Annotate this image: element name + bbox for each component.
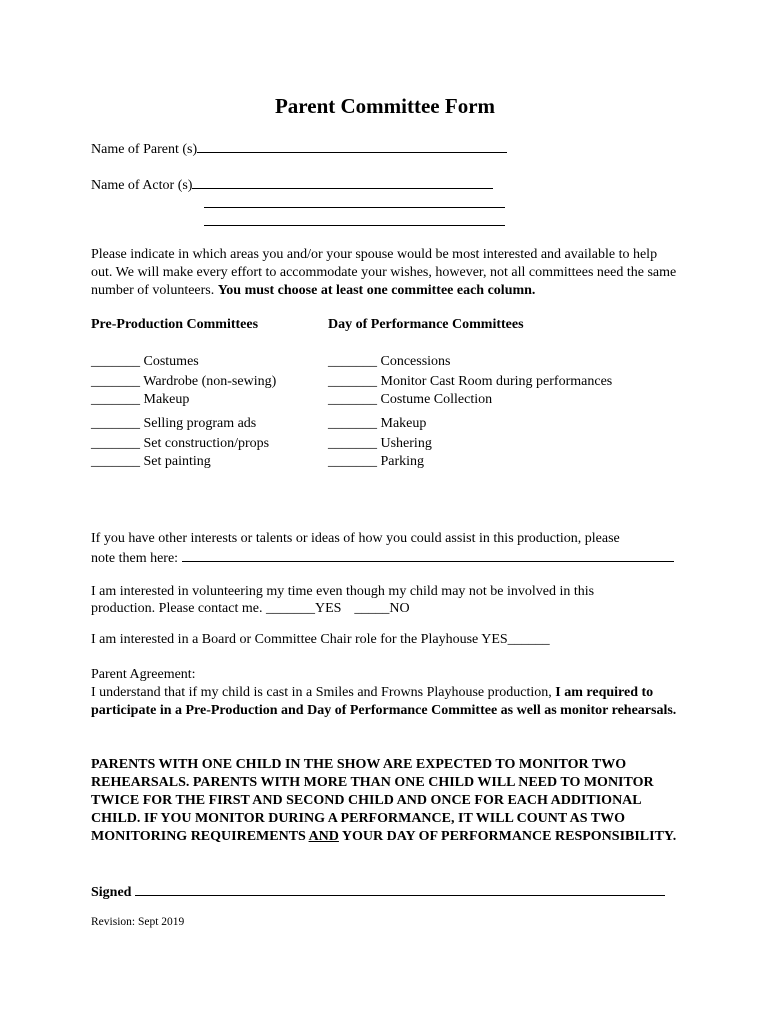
actor-name-label: Name of Actor (s): [91, 178, 193, 193]
actor-name-field-1[interactable]: [192, 175, 493, 189]
day-item[interactable]: _______ Costume Collection: [328, 392, 493, 407]
parent-name-row: [91, 139, 507, 158]
pre-production-heading: Pre-Production Committees: [91, 317, 259, 332]
signature-field[interactable]: [135, 882, 665, 896]
revision-note: Revision: Sept 2019: [91, 916, 185, 928]
intro-bold-text: You must choose at least one committee each column.: [217, 283, 536, 298]
day-item[interactable]: _______ Makeup: [328, 416, 427, 431]
agreement-heading: Parent Agreement:: [91, 667, 196, 682]
pre-item[interactable]: _______ Selling program ads: [91, 416, 257, 431]
monitoring-requirements: PARENTS WITH ONE CHILD IN THE SHOW ARE EXPECTED TO MONITOR TWO REHEARSALS. PARENTS WITH MORE THAN ONE CHILD WILL NEED TO MONITOR TWICE FOR THE FIRST AND SECOND CHILD AND ONCE FOR EACH ADDITIONAL CHILD. IF YOU MONITOR DURING A PERFORMANCE, IT WILL COUNT AS TWO MONITORING REQUIREMENTS AND YOUR DAY OF PERFORMANCE RESPONSIBILITY.: [91, 757, 677, 844]
intro-paragraph: [91, 246, 681, 300]
pre-item[interactable]: _______ Costumes: [91, 354, 199, 369]
volunteer-no-option[interactable]: _____NO: [354, 601, 410, 616]
day-item[interactable]: _______ Monitor Cast Room during performances: [328, 374, 613, 389]
pre-item[interactable]: _______ Set construction/props: [91, 436, 270, 451]
parent-name-label: Name of Parent (s): [91, 142, 198, 157]
parent-name-field[interactable]: [197, 139, 507, 153]
and-underlined: AND: [308, 829, 339, 844]
pre-item[interactable]: _______ Set painting: [91, 454, 211, 469]
signed-label: Signed: [91, 885, 135, 900]
other-interests-row: [91, 548, 674, 567]
day-item[interactable]: _______ Ushering: [328, 436, 432, 451]
actor-name-row: [91, 175, 493, 194]
signature-row: [91, 882, 665, 901]
other-interests-field[interactable]: [182, 548, 674, 562]
day-item[interactable]: _______ Concessions: [328, 354, 451, 369]
other-interests-line-1: If you have other interests or talents or ideas of how you could assist in this production, please: [91, 531, 620, 546]
volunteer-yes-option[interactable]: _______YES: [265, 601, 342, 616]
agreement-bold-text: I am required to participate in a Pre-Production and Day of Performance Committee as well as monitor rehearsals.: [91, 685, 677, 718]
volunteer-line-1: I am interested in volunteering my time even though my child may not be involved in this: [91, 584, 595, 599]
actor-name-field-2[interactable]: [204, 194, 505, 208]
day-item[interactable]: _______ Parking: [328, 454, 425, 469]
agreement-text: I understand that if my child is cast in a Smiles and Frowns Playhouse production,: [91, 685, 552, 700]
pre-item[interactable]: _______ Makeup: [91, 392, 190, 407]
day-of-performance-heading: Day of Performance Committees: [328, 317, 524, 332]
board-interest-row[interactable]: I am interested in a Board or Committee Chair role for the Playhouse YES______: [91, 632, 550, 647]
other-interests-label: note them here:: [91, 551, 182, 566]
agreement-paragraph: [91, 684, 681, 720]
volunteer-label: production. Please contact me.: [91, 601, 266, 616]
page-title: Parent Committee Form: [274, 94, 496, 118]
actor-name-field-3[interactable]: [204, 212, 505, 226]
intro-text: Please indicate in which areas you and/or your spouse would be most interested and available to help out. We will make every effort to accommodate your wishes, however, not all committees need the same number of volunteers.: [91, 247, 677, 298]
volunteer-row: [91, 601, 410, 617]
pre-item[interactable]: _______ Wardrobe (non-sewing): [91, 374, 277, 389]
